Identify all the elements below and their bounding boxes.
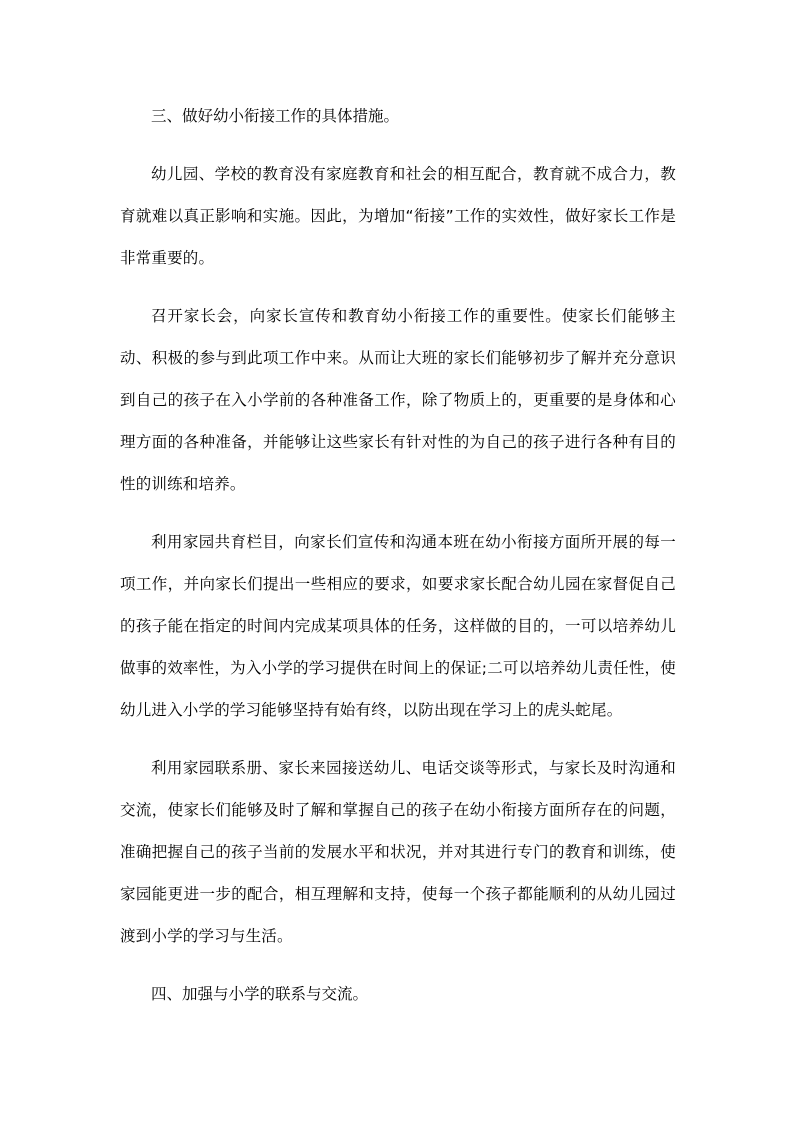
paragraph-gap <box>120 137 676 153</box>
paragraph-coeducation-column: 利用家园共育栏目，向家长们宣传和沟通本班在幼小衔接方面所开展的每一项工作，并向家长们提出一些相应的要求，如要求家长配合幼儿园在家督促自己的孩子能在指定的时间内完成某项具体的任务，这样做的目的，一可以培养幼儿做事的效率性，为入小学的学习提供在时间上的保证;二可以培养幼儿责任性，使幼儿进入小学的学习能够坚持有始有终，以防出现在学习上的虎头蛇尾。 <box>120 533 676 719</box>
document-page <box>120 95 676 1015</box>
paragraph-parent-cooperation: 幼儿园、学校的教育没有家庭教育和社会的相互配合，教育就不成合力，教育就难以真正影响和实施。因此，为增加“衔接”工作的实效性，做好家长工作是非常重要的。 <box>120 165 676 267</box>
paragraph-parent-meeting: 召开家长会，向家长宣传和教育幼小衔接工作的重要性。使家长们能够主动、积极的参与到此项工作中来。从而让大班的家长们能够初步了解并充分意识到自己的孩子在入小学前的各种准备工作，除了物质上的，更重要的是身体和心理方面的各种准备，并能够让这些家长有针对性的为自己的孩子进行各种有目的性的训练和培养。 <box>120 307 676 493</box>
section-heading-3: 三、做好幼小衔接工作的具体措施。 <box>151 107 400 125</box>
section-heading-4: 四、加强与小学的联系与交流。 <box>151 985 369 1003</box>
paragraph-contact-methods: 利用家园联系册、家长来园接送幼儿、电话交谈等形式，与家长及时沟通和交流，使家长们能够及时了解和掌握自己的孩子在幼小衔接方面所存在的问题，准确把握自己的孩子当前的发展水平和状况，并对其进行专门的教育和训练，使家园能更进一步的配合，相互理解和支持，使每一个孩子都能顺利的从幼儿园过渡到小学的学习与生活。 <box>120 759 676 945</box>
paragraph-gap <box>120 731 676 747</box>
paragraph-gap <box>120 957 676 973</box>
paragraph-gap <box>120 505 676 521</box>
paragraph-gap <box>120 279 676 295</box>
